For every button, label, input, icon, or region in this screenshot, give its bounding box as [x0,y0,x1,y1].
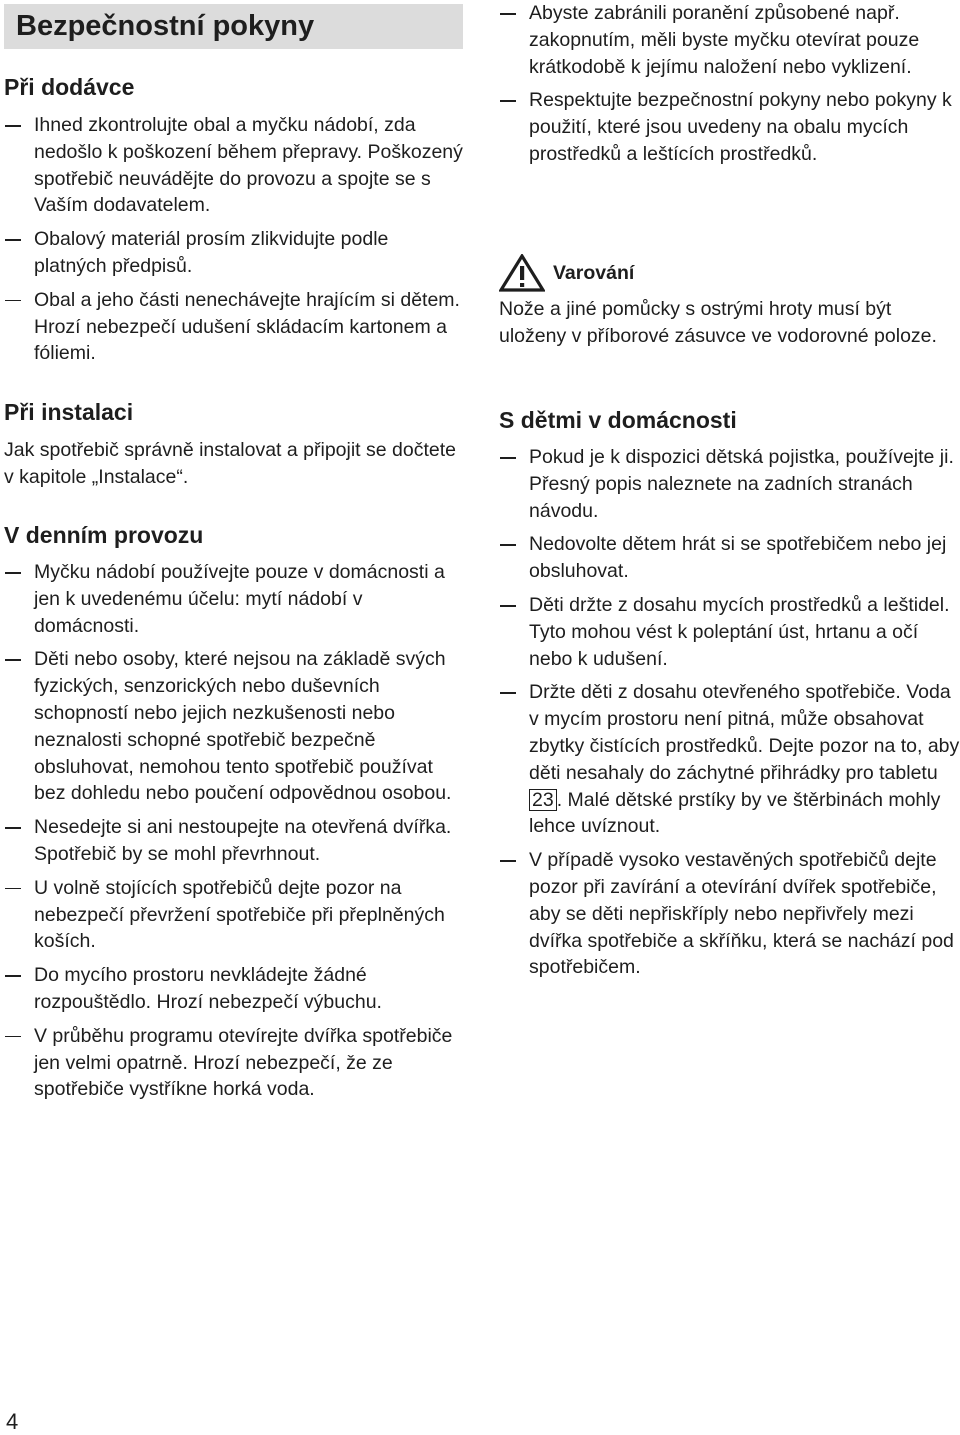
list-item: Nesedejte si ani nestoupejte na otevřená dvířka. Spotřebič by se mohl převrhnout. [4,814,466,868]
list-item: Do mycího prostoru nevkládejte žádné rozpouštědlo. Hrozí nebezpečí výbuchu. [4,962,466,1016]
list-item: Myčku nádobí používejte pouze v domácnosti a jen k uvedenému účelu: mytí nádobí v domácnosti. [4,559,466,639]
list-item: Pokud je k dispozici dětská pojistka, používejte ji. Přesný popis naleznete na zadních stranách návodu. [499,444,960,524]
section-heading-daily-use: V denním provozu [4,522,204,548]
general-list [499,0,960,175]
warning-heading [499,253,634,293]
installation-text: Jak spotřebič správně instalovat a připojit se dočtete v kapitole „Instalace“. [4,439,456,488]
list-item [499,679,960,840]
section-heading-installation: Při instalaci [4,399,134,425]
list-item: Obalový materiál prosím zlikvidujte podle platných předpisů. [4,226,466,280]
list-item: Ihned zkontrolujte obal a myčku nádobí, zda nedošlo k poškození během přepravy. Poškozený spotřebič neuvádějte do provozu a spojte se s Vaším dodavatelem. [4,112,466,219]
children-list [499,444,960,988]
list-item: Děti držte z dosahu mycích prostředků a leštidel. Tyto mohou vést k poleptání úst, hrtanu a očí nebo k udušení. [499,592,960,672]
delivery-list [4,112,466,374]
page-number: 4 [6,1409,19,1434]
list-item: V případě vysoko vestavěných spotřebičů dejte pozor při zavírání a otevírání dvířek spotřebiče, aby se děti nepřiskříply nebo nepřivřely mezi dvířka spotřebiče a skříňku, která se nachází pod spotřebičem. [499,847,960,981]
daily-use-list [4,559,466,1110]
list-item: Děti nebo osoby, které nejsou na základě svých fyzických, senzorických nebo duševních schopností nebo jejich nezkušenosti nebo neznalosti schopné spotřebič bezpečně obsluhovat, nemohou tento spotřebič používat bez dohledu nebo poučení odpovědnou osobou. [4,646,466,807]
warning-text: Nože a jiné pomůcky s ostrými hroty musí být uloženy v příborové zásuvce ve vodorovné poloze. [499,298,937,347]
list-item-text: Držte děti z dosahu otevřeného spotřebiče. Voda v mycím prostoru není pitná, může obsahovat zbytky čistících prostředků. Dejte pozor na to, aby děti nesahaly do záchytné přihrádky pro tabletu [529,681,960,784]
list-item: U volně stojících spotřebičů dejte pozor na nebezpečí převržení spotřebiče při přeplněných koších. [4,875,466,955]
section-heading-children: S dětmi v domácnosti [499,407,737,433]
list-item-text: . Malé dětské prstíky by ve štěrbinách mohly lehce uvíznout. [529,788,941,838]
warning-label: Varování [553,261,635,284]
section-heading-delivery: Při dodávce [4,74,135,100]
list-item: Obal a jeho části nenechávejte hrajícím si dětem. Hrozí nebezpečí udušení skládacím kartonem a fóliemi. [4,287,466,367]
warning-triangle-icon [499,254,545,292]
page-title: Bezpečnostní pokyny [4,4,463,49]
reference-box: 23 [529,789,557,811]
list-item: Abyste zabránili poranění způsobené např. zakopnutím, měli byste myčku otevírat pouze krátkodobě k jejímu naložení nebo vyklizení. [499,0,960,80]
list-item: Nedovolte dětem hrát si se spotřebičem nebo jej obsluhovat. [499,531,960,585]
list-item: V průběhu programu otevírejte dvířka spotřebiče jen velmi opatrně. Hrozí nebezpečí, že ze spotřebiče vystříkne horká voda. [4,1023,466,1103]
list-item: Respektujte bezpečnostní pokyny nebo pokyny k použití, které jsou uvedeny na obalu mycích prostředků a leštících prostředků. [499,87,960,167]
